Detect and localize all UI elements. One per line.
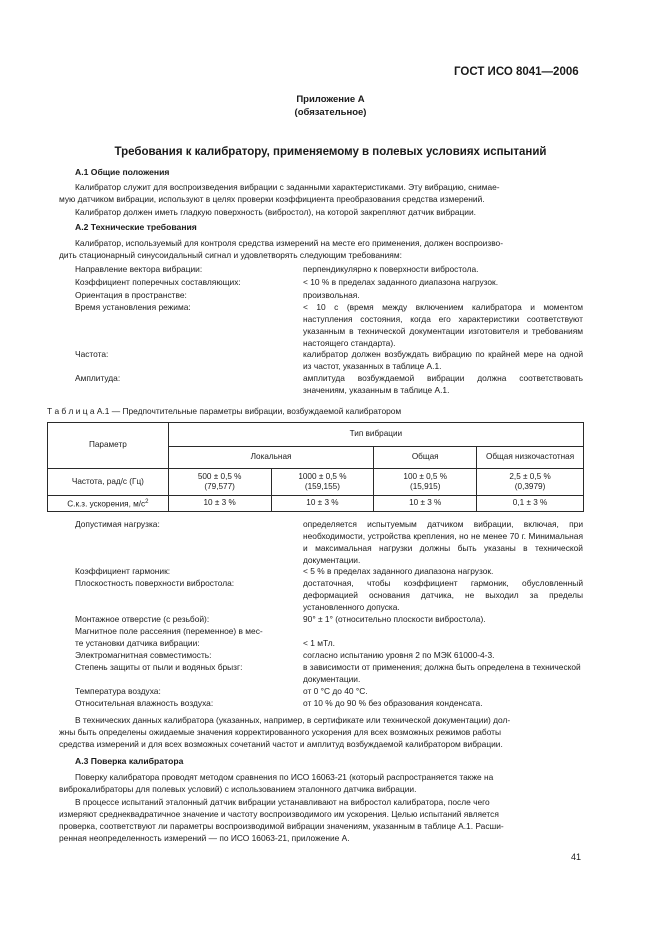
- req-value: < 10 с (время между включением калибратора и моментом наступления состояния, когда его характеристики соответствуют указанным в технической документации изготовителя и требованиям настоящего стандарта).: [303, 302, 583, 348]
- table-caption: Т а б л и ц а А.1 — Предпочтительные параметры вибрации, возбуждаемой калибратором: [47, 406, 402, 416]
- table-header-general: Общая: [374, 447, 477, 469]
- table-row: [48, 469, 584, 496]
- req-value: достаточная, чтобы коэффициент гармоник, обусловленный деформацией основания датчика, не выходил за пределы установленного допуска.: [303, 578, 583, 612]
- req-label: Электромагнитная совместимость:: [75, 650, 212, 660]
- req-value: от 0 °С до 40 °С.: [303, 686, 368, 696]
- req-value: < 10 % в пределах заданного диапазона нагрузок.: [303, 277, 499, 287]
- section-a3-title: А.3 Поверка калибратора: [75, 756, 184, 766]
- table-cell: 500 ± 0,5 % (79,577): [168, 469, 271, 496]
- tech-doc-line1: В технических данных калибратора (указанных, например, в сертификате или технической документации) дол-: [75, 715, 511, 725]
- table-cell: 10 ± 3 %: [374, 496, 477, 512]
- section-a3-para2-line3: проверка, соответствуют ли параметры воспроизводимой вибрации значениям, указанным в таблице А.1. Расши-: [59, 821, 504, 831]
- section-a2-title: А.2 Технические требования: [75, 222, 197, 232]
- table-header-local: Локальная: [168, 447, 374, 469]
- section-a1-para2: Калибратор должен иметь гладкую поверхность (вибростол), на которой закрепляют датчик вибрации.: [75, 207, 476, 217]
- req-label: Относительная влажность воздуха:: [75, 698, 214, 708]
- appendix-status: (обязательное): [294, 107, 367, 118]
- req-label: Температура воздуха:: [75, 686, 161, 696]
- section-a2-para1-line1: Калибратор, используемый для контроля средства измерений на месте его применения, должен воспроизво-: [75, 238, 504, 248]
- section-a3-para1-line1: Поверку калибратора проводят методом сравнения по ИСО 16063-21 (который распространяется также на: [75, 772, 494, 782]
- table-cell: 10 ± 3 %: [168, 496, 271, 512]
- section-a1-title: А.1 Общие положения: [75, 167, 170, 177]
- req-label: Коэффициент гармоник:: [75, 566, 171, 576]
- req-label: Амплитуда:: [75, 373, 121, 383]
- req-label: Ориентация в пространстве:: [75, 290, 187, 300]
- req-value: определяется испытуемым датчиком вибрации, включая, при необходимости, устройства крепления, но не менее 70 г. Минимальная и максимальная нагрузки должны быть указаны в технической документации.: [303, 519, 583, 565]
- req-value: < 1 мТл.: [303, 638, 335, 648]
- req-label: Время установления режима:: [75, 302, 191, 312]
- appendix-heading: Требования к калибратору, применяемому в полевых условиях испытаний: [114, 146, 547, 158]
- req-label: Допустимая нагрузка:: [75, 519, 160, 529]
- table-row-label: Частота, рад/с (Гц): [48, 469, 169, 496]
- req-label: Монтажное отверстие (с резьбой):: [75, 614, 210, 624]
- appendix-title: Приложение А: [296, 94, 365, 105]
- req-value: в зависимости от применения; должна быть определена в технической документации.: [303, 662, 581, 684]
- req-label: Степень защиты от пыли и водяных брызг:: [75, 662, 243, 672]
- req-label-continued: те установки датчика вибрации:: [75, 638, 200, 648]
- req-label: Магнитное поле рассеяния (переменное) в мес-: [75, 626, 263, 636]
- req-label: Частота:: [75, 349, 109, 359]
- section-a3-para2-line1: В процессе испытаний эталонный датчик вибрации устанавливают на вибростол калибратора, после чего: [75, 797, 490, 807]
- req-value: от 10 % до 90 % без образования конденсата.: [303, 698, 483, 708]
- req-value: амплитуда возбуждаемой вибрации должна соответствовать значениям, указанным в таблице А.1.: [303, 373, 583, 395]
- table-cell: 1000 ± 0,5 % (159,155): [271, 469, 374, 496]
- section-a3-para2-line4: ренная неопределенность измерений — по ИСО 16063-21, приложение А.: [59, 833, 350, 843]
- req-value: 90° ± 1° (относительно плоскости вибростола).: [303, 614, 486, 624]
- table-cell: 2,5 ± 0,5 % (0,3979): [477, 469, 584, 496]
- tech-doc-line3: средства измерений и для всех возможных сочетаний частот и амплитуд возбуждаемой калибратором вибрации.: [59, 739, 503, 749]
- section-a3-para2-line2: измеряют среднеквадратичное значение и частоту воспроизводимого им ускорения. Целью испытаний является: [59, 809, 499, 819]
- table-header-low-frequency: Общая низкочастотная: [477, 447, 584, 469]
- table-header-parameter: Параметр: [48, 423, 169, 469]
- table-header-vibration-type: Тип вибрации: [168, 423, 583, 447]
- req-label: Плоскостность поверхности вибростола:: [75, 578, 235, 588]
- section-a2-para1-line2: дить стационарный синусоидальный сигнал и удовлетворять следующим требованиям:: [59, 250, 402, 260]
- section-a3-para1-line2: виброкалибраторы для полевых условий) с использованием эталонного датчика вибрации.: [59, 784, 417, 794]
- req-label: Коэффициент поперечных составляющих:: [75, 277, 241, 287]
- req-value: произвольная.: [303, 290, 360, 300]
- req-label: Направление вектора вибрации:: [75, 264, 203, 274]
- section-a1-para1-line2: мую датчиком вибрации, используют в целях проверки коэффициента преобразования средства измерений.: [59, 194, 485, 204]
- table-cell: 10 ± 3 %: [271, 496, 374, 512]
- standard-number: ГОСТ ИСО 8041—2006: [454, 66, 579, 78]
- vibration-parameters-table: [47, 422, 584, 512]
- req-value: перпендикулярно к поверхности вибростола.: [303, 264, 479, 274]
- table-cell: 0,1 ± 3 %: [477, 496, 584, 512]
- req-value: < 5 % в пределах заданного диапазона нагрузок.: [303, 566, 494, 576]
- page-number: 41: [571, 852, 582, 862]
- table-row-label: С.к.з. ускорения, $м/с^2$: [48, 496, 169, 512]
- section-a1-para1-line1: Калибратор служит для воспроизведения вибрации с заданными характеристиками. Эту вибрацию, снимае-: [75, 182, 500, 192]
- table-cell: 100 ± 0,5 % (15,915): [374, 469, 477, 496]
- req-value: согласно испытанию уровня 2 по МЭК 61000-4-3.: [303, 650, 495, 660]
- table-row: [48, 496, 584, 512]
- tech-doc-line2: жны быть определены ожидаемые значения корректированного ускорения для всех возможных режимов работы: [59, 727, 502, 737]
- req-value: калибратор должен возбуждать вибрацию по крайней мере на одной из частот, указанных в таблице А.1.: [303, 349, 583, 371]
